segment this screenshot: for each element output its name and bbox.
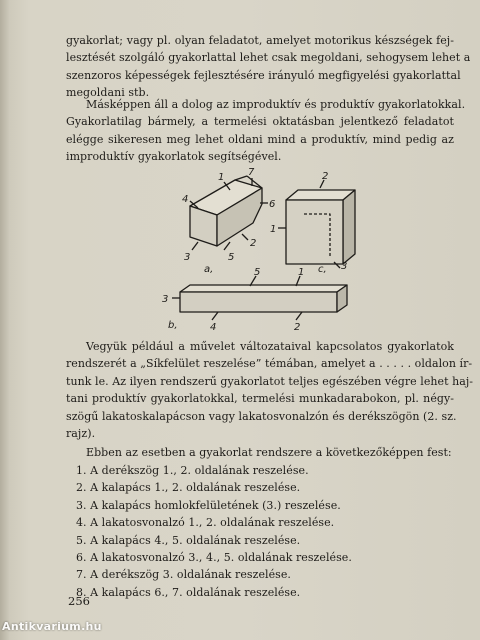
paragraph-1-line: gyakorlat; vagy pl. olyan feladatot, amelyet motorikus készségek fej- [66,34,454,47]
paragraph-3 [66,338,474,442]
figure-label: 5 [254,267,261,278]
page-number: 256 [68,594,90,608]
figure-c-front-face [286,200,343,264]
figure-label: 1 [218,172,225,183]
paragraph-3-line: rendszerét a „Síkfelület reszelése” témában, amelyet a . . . . . oldalon ír- [66,357,473,371]
figure-label: 3 [341,261,348,272]
paragraph-2-line: improduktív gyakorlatok segítségével. [66,150,282,164]
workpiece-figure [150,168,360,333]
figure-label: 1 [270,224,277,235]
figure-b-front-face [180,292,337,312]
list-item: 6. A lakatosvonalzó 3., 4., 5. oldalának reszelése. [76,551,352,565]
procedure-list [76,462,352,601]
paragraph-3-line: Vegyük például a művelet változataival kapcsolatos gyakorlatok [86,340,454,353]
paragraph-2 [66,96,466,166]
figure-label: 4 [182,194,189,205]
paragraph-3-line: rajz). [66,427,96,441]
paragraph-2-line: Gyakorlatilag bármely, a termelési oktatásban jelentkező feladatot [66,115,454,129]
paragraph-4-line: Ebben az esetben a gyakorlat rendszere a következőképpen fest: [86,446,452,459]
paragraph-3-line: tani produktív gyakorlatokkal, termelési munkadarabokon, pl. négy- [66,392,454,406]
paragraph-1-line: megoldani stb. [66,86,150,100]
paragraph-3-line: szögű lakatoskalapácson vagy lakatosvonalzón és derékszögön (2. sz. [66,409,457,423]
figure-label: c, [318,264,327,275]
list-item: 7. A derékszög 3. oldalának reszelése. [76,568,291,582]
figure-label: 6 [269,199,276,210]
paragraph-2-line: elégge sikeresen meg lehet oldani mind a produktív, mind pedig az [66,132,454,146]
list-item: 4. A lakatosvonalzó 1., 2. oldalának reszelése. [76,516,335,530]
paragraph-1-line: lesztését szolgáló gyakorlattal lehet csak megoldani, sehogysem lehet a [66,51,471,65]
figure-label: 1 [298,267,305,278]
paragraph-3-line: tunk le. Az ilyen rendszerű gyakorlatot teljes egészében végre lehet haj- [66,374,474,388]
paragraph-1 [66,32,471,102]
figure-label: 5 [228,252,235,263]
figure-label: 2 [294,322,301,333]
figure-label: 3 [184,252,191,263]
page-gutter-shadow [0,0,10,640]
figure-label: 2 [250,238,257,249]
paragraph-4 [66,444,454,461]
figure-label: 3 [162,294,169,305]
figure-label: 2 [322,171,329,182]
figure-label: 4 [210,322,217,333]
paragraph-1-line: szenzoros képességek fejlesztésére irányuló megfigyelési gyakorlattal [66,68,461,82]
figure-b-top-face [180,285,347,292]
list-item: 1. A derékszög 1., 2. oldalának reszelése. [76,464,309,477]
figure-label: 7 [248,168,255,178]
watermark: Antikvarium.hu [2,620,102,633]
figure-label: b, [168,320,178,331]
figure-c-side-face [343,190,355,264]
figure-label: a, [204,264,214,275]
list-item: 8. A kalapács 6., 7. oldalának reszelése. [76,585,301,599]
list-item: 3. A kalapács homlokfelületének (3.) reszelése. [76,498,341,512]
list-item: 2. A kalapács 1., 2. oldalának reszelése. [76,481,301,495]
figure-a-ridge-line [235,176,247,180]
paragraph-2-line: Másképpen áll a dolog az improduktív és produktív gyakorlatokkal. [86,98,466,111]
list-item: 5. A kalapács 4., 5. oldalának reszelése. [76,533,301,547]
